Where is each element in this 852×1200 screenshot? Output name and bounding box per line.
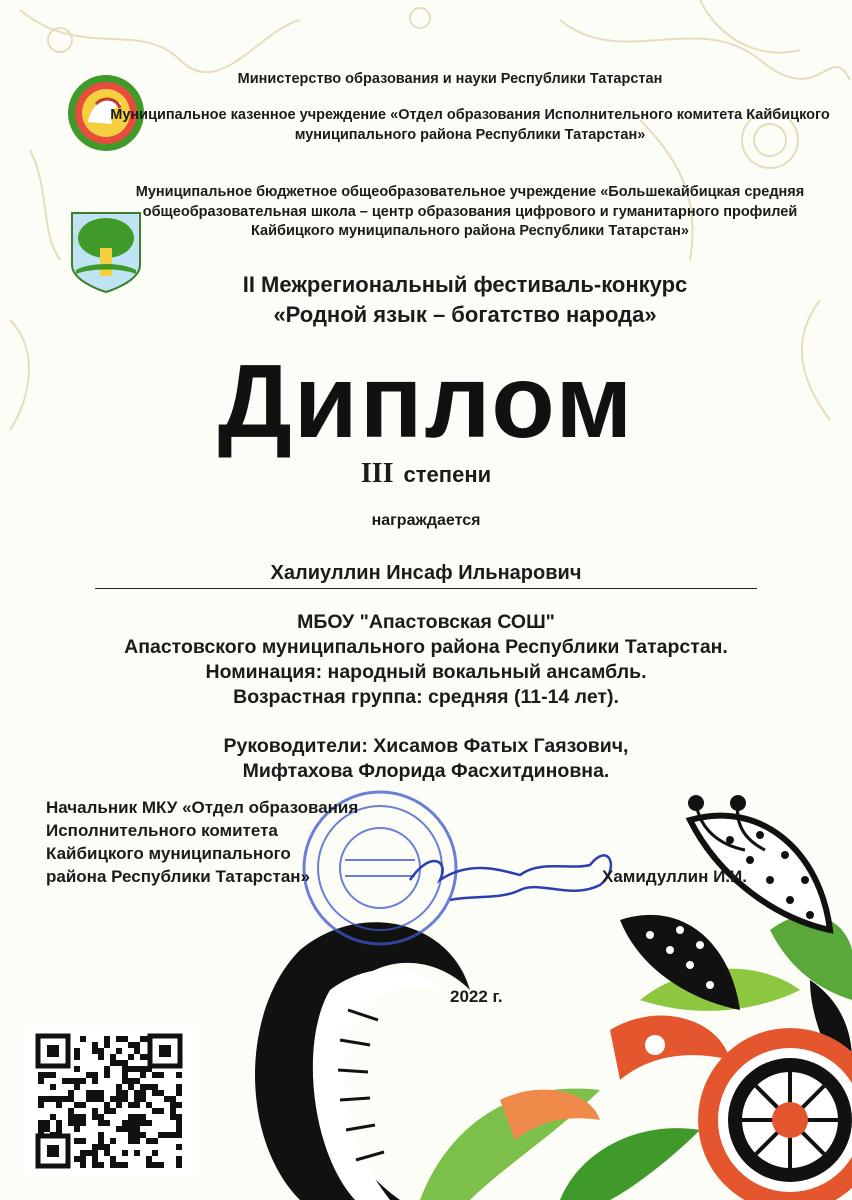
- qr-module: [158, 1108, 164, 1114]
- qr-module: [128, 1114, 134, 1120]
- qr-module: [176, 1102, 182, 1108]
- qr-module: [98, 1090, 104, 1096]
- qr-module: [98, 1096, 104, 1102]
- qr-module: [122, 1120, 128, 1126]
- qr-module: [80, 1156, 86, 1162]
- qr-module: [104, 1144, 110, 1150]
- qr-module: [80, 1162, 86, 1168]
- degree-word: степени: [403, 462, 492, 487]
- qr-module: [92, 1150, 98, 1156]
- qr-module: [146, 1102, 152, 1108]
- qr-module: [104, 1036, 110, 1042]
- qr-module: [92, 1096, 98, 1102]
- signatory-name: Хамидуллин И.И.: [602, 867, 747, 886]
- qr-module: [146, 1156, 152, 1162]
- festival-line-2: «Родной язык – богатство народа»: [273, 302, 657, 327]
- qr-module: [98, 1120, 104, 1126]
- qr-module: [116, 1048, 122, 1054]
- qr-module: [170, 1108, 176, 1114]
- qr-module: [158, 1090, 164, 1096]
- qr-module: [134, 1120, 140, 1126]
- qr-module: [176, 1090, 182, 1096]
- qr-module: [140, 1120, 146, 1126]
- qr-module: [140, 1132, 146, 1138]
- qr-module: [158, 1162, 164, 1168]
- signatory-position-line-3: Кайбицкого муниципального: [46, 844, 291, 863]
- qr-module: [134, 1138, 140, 1144]
- qr-module: [152, 1162, 158, 1168]
- qr-module: [104, 1150, 110, 1156]
- leaders-line-1: Руководители: Хисамов Фатых Гаязович,: [223, 735, 629, 757]
- signatory-position-line-2: Исполнительного комитета: [46, 821, 278, 840]
- qr-module: [152, 1138, 158, 1144]
- qr-module: [92, 1114, 98, 1120]
- qr-module: [50, 1072, 56, 1078]
- age-group: Возрастная группа: средняя (11-14 лет).: [233, 686, 619, 708]
- qr-module: [110, 1060, 116, 1066]
- qr-module: [152, 1084, 158, 1090]
- qr-module: [176, 1072, 182, 1078]
- qr-module: [38, 1096, 44, 1102]
- qr-module: [146, 1138, 152, 1144]
- qr-module: [68, 1090, 74, 1096]
- signatory-position-line-4: района Республики Татарстан»: [46, 867, 310, 886]
- qr-module: [74, 1066, 80, 1072]
- qr-module: [68, 1120, 74, 1126]
- qr-module: [98, 1138, 104, 1144]
- qr-module: [80, 1036, 86, 1042]
- qr-module: [110, 1156, 116, 1162]
- qr-module: [98, 1162, 104, 1168]
- qr-module: [74, 1138, 80, 1144]
- qr-module: [134, 1126, 140, 1132]
- qr-module: [86, 1072, 92, 1078]
- qr-module: [92, 1042, 98, 1048]
- qr-module: [56, 1102, 62, 1108]
- qr-module: [74, 1120, 80, 1126]
- qr-module: [50, 1096, 56, 1102]
- qr-module: [134, 1096, 140, 1102]
- qr-module: [170, 1114, 176, 1120]
- qr-module: [116, 1096, 122, 1102]
- awarded-label: награждается: [371, 512, 481, 529]
- qr-module: [176, 1126, 182, 1132]
- qr-module: [44, 1096, 50, 1102]
- qr-module: [146, 1084, 152, 1090]
- qr-module: [92, 1144, 98, 1150]
- qr-module: [110, 1096, 116, 1102]
- qr-module: [104, 1120, 110, 1126]
- qr-module: [176, 1084, 182, 1090]
- qr-module: [140, 1090, 146, 1096]
- qr-module: [176, 1120, 182, 1126]
- year: 2022 г.: [450, 987, 503, 1006]
- qr-module: [86, 1090, 92, 1096]
- qr-module: [128, 1066, 134, 1072]
- qr-module: [50, 1114, 56, 1120]
- qr-module: [104, 1042, 110, 1048]
- qr-module: [68, 1078, 74, 1084]
- qr-module: [122, 1036, 128, 1042]
- qr-module: [68, 1096, 74, 1102]
- qr-module: [68, 1114, 74, 1120]
- qr-module: [56, 1126, 62, 1132]
- department-heading: Муниципальное казенное учреждение «Отдел образования Исполнительного комитета Кайбицкого муниципального района Республики Татарстан»: [110, 107, 830, 143]
- crescent-ornament: [255, 922, 470, 1200]
- qr-module: [80, 1138, 86, 1144]
- qr-module: [122, 1066, 128, 1072]
- qr-module: [38, 1126, 44, 1132]
- qr-module: [86, 1096, 92, 1102]
- qr-module: [134, 1066, 140, 1072]
- qr-module: [92, 1156, 98, 1162]
- qr-module: [92, 1108, 98, 1114]
- qr-module: [38, 1102, 44, 1108]
- qr-module: [170, 1102, 176, 1108]
- qr-module: [134, 1078, 140, 1084]
- qr-module: [62, 1078, 68, 1084]
- qr-module: [176, 1156, 182, 1162]
- qr-module: [128, 1120, 134, 1126]
- qr-module: [134, 1102, 140, 1108]
- diploma-title: Диплом: [217, 344, 635, 460]
- qr-module: [128, 1054, 134, 1060]
- qr-module: [158, 1132, 164, 1138]
- qr-module: [122, 1096, 128, 1102]
- leaders-line-2: Мифтахова Флорида Фасхитдиновна.: [242, 760, 610, 782]
- qr-module: [38, 1078, 44, 1084]
- qr-module: [122, 1126, 128, 1132]
- qr-module: [134, 1150, 140, 1156]
- qr-module: [104, 1108, 110, 1114]
- qr-module: [110, 1138, 116, 1144]
- qr-module: [74, 1078, 80, 1084]
- qr-module: [116, 1084, 122, 1090]
- qr-module: [98, 1114, 104, 1120]
- qr-module: [116, 1060, 122, 1066]
- qr-module: [74, 1102, 80, 1108]
- qr-module: [80, 1102, 86, 1108]
- qr-module: [140, 1084, 146, 1090]
- qr-module: [98, 1054, 104, 1060]
- qr-module: [104, 1072, 110, 1078]
- qr-module: [110, 1108, 116, 1114]
- school-name: МБОУ "Апастовская СОШ": [297, 611, 555, 633]
- qr-module: [128, 1138, 134, 1144]
- qr-module: [110, 1162, 116, 1168]
- qr-module: [122, 1072, 128, 1078]
- qr-module: [140, 1072, 146, 1078]
- degree-number: III: [360, 458, 394, 489]
- qr-module: [140, 1066, 146, 1072]
- qr-module: [128, 1102, 134, 1108]
- qr-module: [152, 1150, 158, 1156]
- festival-line-1: II Межрегиональный фестиваль-конкурс: [242, 272, 688, 297]
- qr-module: [98, 1132, 104, 1138]
- qr-module: [128, 1078, 134, 1084]
- qr-module: [134, 1042, 140, 1048]
- qr-module: [176, 1132, 182, 1138]
- qr-module: [122, 1150, 128, 1156]
- qr-code: [24, 1026, 194, 1176]
- qr-code-image: [24, 1026, 194, 1176]
- qr-module: [176, 1162, 182, 1168]
- qr-module: [38, 1120, 44, 1126]
- qr-module: [134, 1132, 140, 1138]
- qr-module: [104, 1102, 110, 1108]
- qr-module: [116, 1162, 122, 1168]
- qr-module: [92, 1162, 98, 1168]
- ministry-heading: Министерство образования и науки Республики Татарстан: [237, 71, 663, 87]
- qr-module: [98, 1144, 104, 1150]
- qr-module: [122, 1162, 128, 1168]
- qr-module: [170, 1096, 176, 1102]
- qr-module: [140, 1096, 146, 1102]
- qr-module: [116, 1126, 122, 1132]
- qr-module: [92, 1090, 98, 1096]
- qr-module: [104, 1066, 110, 1072]
- qr-module: [116, 1036, 122, 1042]
- qr-module: [176, 1114, 182, 1120]
- qr-module: [128, 1126, 134, 1132]
- qr-module: [68, 1108, 74, 1114]
- signatory-position: [46, 796, 446, 888]
- qr-module: [152, 1108, 158, 1114]
- qr-module: [80, 1114, 86, 1120]
- qr-module: [92, 1078, 98, 1084]
- diploma-degree: [0, 458, 852, 490]
- qr-module: [116, 1090, 122, 1096]
- qr-module: [146, 1120, 152, 1126]
- qr-module: [110, 1054, 116, 1060]
- qr-module: [164, 1096, 170, 1102]
- qr-module: [74, 1054, 80, 1060]
- qr-module: [128, 1132, 134, 1138]
- school-organization-heading: Муниципальное бюджетное общеобразовательное учреждение «Большекайбицкая средняя общеобразовательная школа – центр образования цифрового и гуманитарного профилей Кайбицкого муниципального района Республики Татарстан»: [135, 184, 805, 239]
- festival-title: [95, 270, 835, 330]
- orange-flower: [500, 1016, 852, 1200]
- qr-module: [44, 1120, 50, 1126]
- qr-module: [74, 1084, 80, 1090]
- qr-module: [92, 1072, 98, 1078]
- district-name: Апастовского муниципального района Республики Татарстан.: [124, 636, 728, 658]
- qr-module: [44, 1126, 50, 1132]
- qr-module: [134, 1090, 140, 1096]
- qr-module: [80, 1078, 86, 1084]
- qr-module: [74, 1048, 80, 1054]
- qr-module: [176, 1144, 182, 1150]
- recipient-details: [0, 610, 852, 710]
- qr-module: [50, 1084, 56, 1090]
- qr-module: [140, 1054, 146, 1060]
- nomination: Номинация: народный вокальный ансамбль.: [205, 661, 647, 683]
- qr-module: [146, 1162, 152, 1168]
- qr-module: [164, 1132, 170, 1138]
- qr-module: [74, 1156, 80, 1162]
- qr-module: [116, 1102, 122, 1108]
- signatory-position-line-1: Начальник МКУ «Отдел образования: [46, 798, 359, 817]
- qr-module: [44, 1072, 50, 1078]
- qr-module: [92, 1048, 98, 1054]
- qr-module: [158, 1072, 164, 1078]
- qr-module: [140, 1114, 146, 1120]
- qr-module: [38, 1072, 44, 1078]
- qr-module: [128, 1084, 134, 1090]
- qr-module: [74, 1114, 80, 1120]
- qr-module: [170, 1132, 176, 1138]
- qr-module: [134, 1114, 140, 1120]
- qr-module: [56, 1120, 62, 1126]
- qr-module: [56, 1096, 62, 1102]
- qr-module: [98, 1048, 104, 1054]
- leaders: [0, 734, 852, 784]
- qr-module: [86, 1150, 92, 1156]
- qr-module: [122, 1078, 128, 1084]
- qr-module: [80, 1120, 86, 1126]
- qr-module: [74, 1126, 80, 1132]
- qr-module: [128, 1042, 134, 1048]
- qr-module: [122, 1060, 128, 1066]
- qr-module: [62, 1096, 68, 1102]
- recipient-name: Халиуллин Инсаф Ильнарович: [95, 560, 757, 589]
- qr-module: [152, 1090, 158, 1096]
- qr-module: [140, 1036, 146, 1042]
- qr-module: [80, 1150, 86, 1156]
- qr-module: [134, 1048, 140, 1054]
- qr-module: [122, 1090, 128, 1096]
- qr-module: [152, 1072, 158, 1078]
